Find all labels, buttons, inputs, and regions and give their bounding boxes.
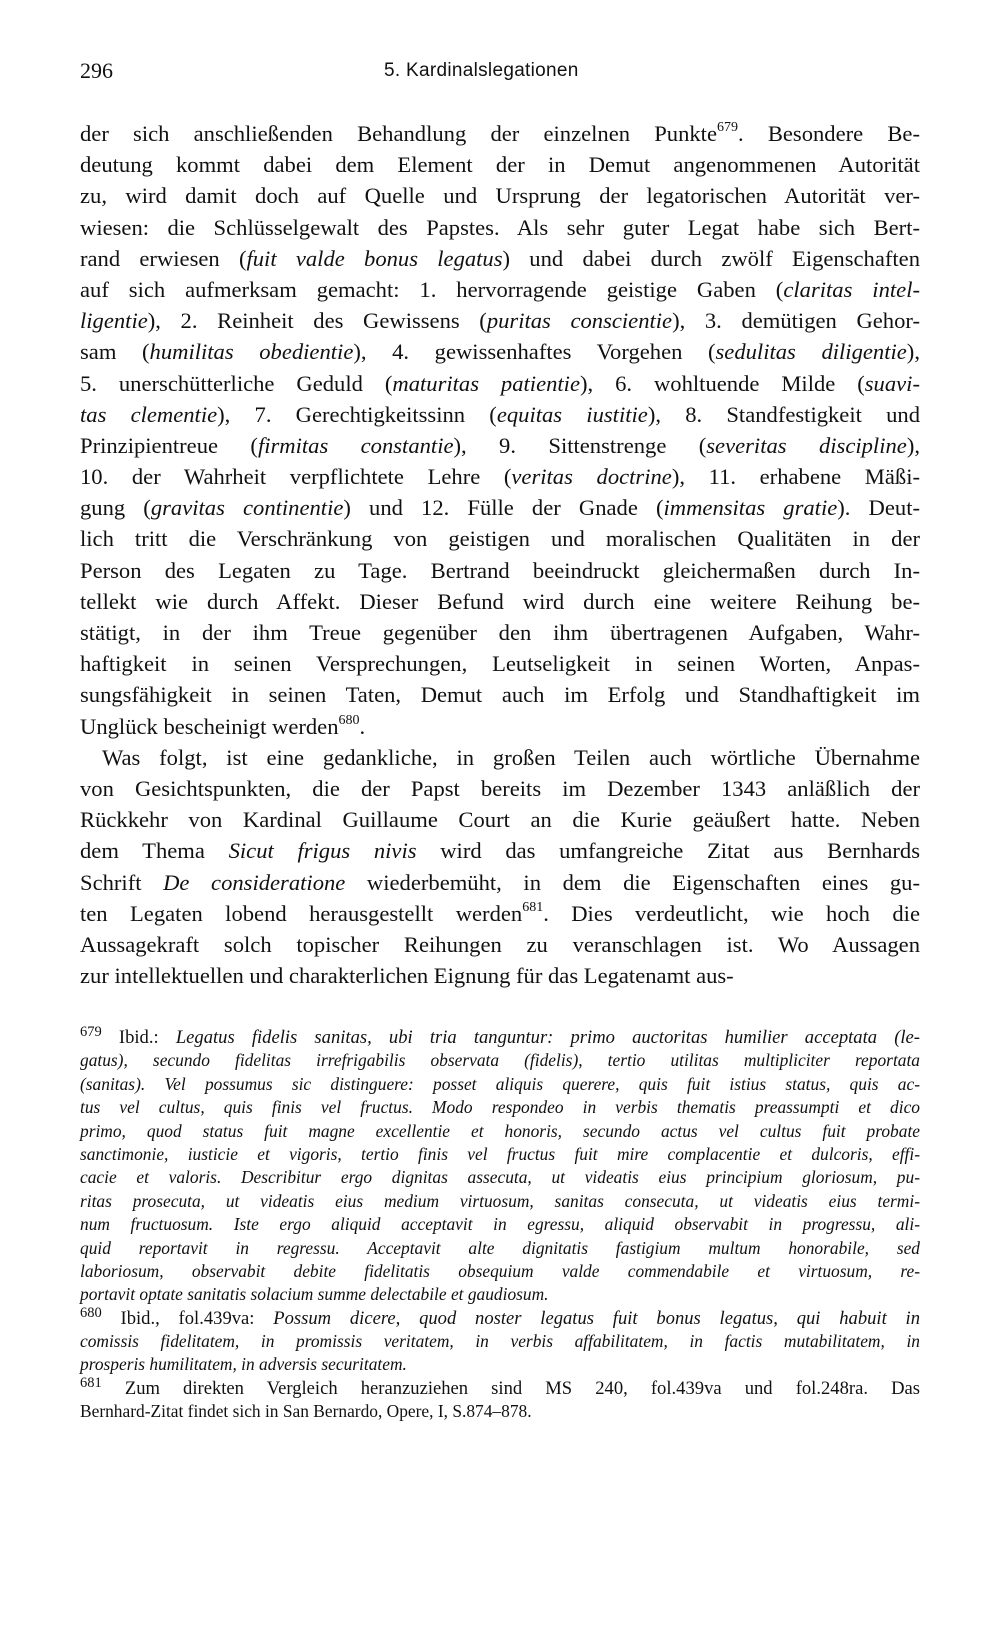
italic-text: sanctimonie, iusticie et vigoris, tertio finis vel fructus fuit mire complacentie et dulcoris, effi-	[80, 1143, 920, 1164]
italic-text: suavi-	[864, 370, 920, 396]
footnote-line	[80, 1283, 920, 1306]
italic-text: primo, quod status fuit magne excellentie et honoris, secundo actus vel cultus fuit probate	[80, 1120, 920, 1141]
italic-text: puritas conscientie	[486, 308, 673, 334]
body-line	[80, 679, 920, 710]
text-run: lich tritt die Verschränkung von geistigen und moralischen Qualitäten in der	[80, 526, 920, 552]
text-run: haftigkeit in seinen Versprechungen, Leutseligkeit in seinen Worten, Anpas-	[80, 651, 920, 677]
italic-text: sedulitas diligentie	[715, 339, 907, 365]
italic-text: gravitas continentie	[150, 495, 344, 521]
body-line	[80, 399, 920, 430]
body-line	[80, 305, 920, 336]
footnote-line	[80, 1237, 920, 1260]
text-run: ten Legaten lobend herausgestellt werden	[80, 900, 523, 926]
footnote-line	[80, 1304, 920, 1330]
italic-text: ligentie	[80, 308, 148, 334]
text-run: ), 9. Sittenstrenge (	[453, 432, 707, 458]
body-line	[80, 586, 920, 617]
footnote-number: 680	[80, 1304, 102, 1321]
italic-text: severitas discipline	[706, 432, 907, 458]
italic-text: humilitas obedientie	[149, 339, 354, 365]
footnote-line	[80, 1374, 920, 1400]
body-line	[80, 243, 920, 274]
text-run: ), 4. gewissenhaftes Vorgehen (	[353, 339, 716, 365]
text-run: rand erwiesen (	[80, 245, 247, 271]
italic-text: cacie et valoris. Describitur ergo dignitas assecuta, ut videatis eius principium gloriosum, pu-	[80, 1167, 920, 1188]
footnote-line	[80, 1096, 920, 1119]
text-run: Ibid.:	[101, 1027, 176, 1048]
footnote-reference: 681	[522, 899, 544, 915]
body-line	[80, 835, 920, 866]
body-line	[80, 274, 920, 305]
footnote-line	[80, 1049, 920, 1072]
text-run: ), 8. Standfestigkeit und	[647, 401, 920, 427]
footnote-line	[80, 1353, 920, 1376]
text-run: ), 3. demütigen Gehor-	[672, 308, 920, 334]
body-line	[80, 742, 920, 773]
running-head	[80, 58, 920, 88]
text-run: zur intellektuellen und charakterlichen Eignung für das Legatenamt aus-	[80, 963, 734, 989]
text-run: Schrift	[80, 869, 164, 895]
text-run: Ibid., fol.439va:	[101, 1307, 274, 1329]
footnote-line	[80, 1213, 920, 1236]
italic-text: ritas prosecuta, ut videatis eius medium virtuosum, sanitas consecuta, ut videatis eius termi-	[80, 1190, 920, 1211]
italic-text: Legatus fidelis sanitas, ubi tria tanguntur: primo auctoritas humilier acceptata (le-	[175, 1027, 920, 1048]
body-line	[80, 555, 920, 586]
chapter-title: 5. Kardinalslegationen	[384, 60, 579, 81]
italic-text: laboriosum, observabit debite fidelitatis obsequium valde commendabile et virtuosum, re-	[80, 1260, 920, 1281]
italic-text: quid reportavit in regressu. Acceptavit alte dignitatis fastigium multum honorabile, sed	[80, 1237, 920, 1258]
body-line	[80, 523, 920, 554]
body-line	[80, 617, 920, 648]
text-run: stätigt, in der ihm Treue gegenüber den ihm übertragenen Aufgaben, Wahr-	[80, 620, 920, 645]
italic-text: comissis fidelitatem, in promissis veritatem, in verbis affabilitatem, in factis mutabilitatem, in	[80, 1331, 920, 1352]
footnote-reference: 679	[716, 120, 738, 136]
footnote-line	[80, 1166, 920, 1189]
body-line	[80, 898, 920, 929]
text-run: ) und 12. Fülle der Gnade (	[343, 495, 664, 521]
text-run: 5. unerschütterliche Geduld (	[80, 370, 393, 396]
italic-text: equitas iustitie	[496, 401, 648, 427]
italic-text: Sicut frigus nivis	[228, 838, 417, 864]
italic-text: immensitas gratie	[663, 495, 838, 521]
italic-text: (sanitas). Vel possumus sic distinguere: posset aliquis querere, quis fuit istius status, quis ac-	[80, 1073, 920, 1094]
text-run: tellekt wie durch Affekt. Dieser Befund wird durch eine weitere Reihung be-	[80, 588, 920, 614]
footnote-line	[80, 1143, 920, 1166]
footnote-line	[80, 1330, 920, 1353]
text-run: . Besondere Be-	[737, 121, 920, 146]
text-run: Bernhard-Zitat findet sich in San Bernardo, Opere, I, S.874–878.	[80, 1401, 532, 1422]
text-run: Person des Legaten zu Tage. Bertrand beeindruckt gleichermaßen durch In-	[80, 557, 920, 583]
body-line	[80, 492, 920, 523]
body-line	[80, 867, 920, 898]
body-line	[80, 368, 920, 399]
text-run: Was folgt, ist eine gedankliche, in großen Teilen auch wörtliche Übernahme	[102, 744, 920, 770]
body-line	[80, 180, 920, 211]
text-run: ), 6. wohltuende Milde (	[580, 370, 865, 396]
body-line	[80, 648, 920, 679]
text-run: Aussagekraft solch topischer Reihungen zu veranschlagen ist. Wo Aussagen	[80, 931, 920, 957]
italic-text: Possum dicere, quod noster legatus fuit bonus legatus, qui habuit in	[273, 1307, 920, 1329]
text-run: . Dies verdeutlicht, wie hoch die	[543, 900, 920, 926]
text-run: von Gesichtspunkten, die der Papst bereits im Dezember 1343 anläßlich der	[80, 775, 920, 801]
body-line	[80, 960, 920, 991]
text-run: zu, wird damit doch auf Quelle und Ursprung der legatorischen Autorität ver-	[80, 183, 920, 209]
italic-text: De consideratione	[163, 869, 346, 895]
text-run: ), 7. Gerechtigkeitssinn (	[217, 401, 497, 427]
text-run: gung (	[80, 495, 151, 521]
footnote-line	[80, 1260, 920, 1283]
text-run: ), 11. erhabene Mäßi-	[671, 464, 921, 490]
text-run: auf sich aufmerksam gemacht: 1. hervorragende geistige Gaben (	[80, 276, 784, 302]
text-run: .	[359, 713, 366, 739]
body-line	[80, 336, 920, 367]
italic-text: claritas intel-	[783, 276, 920, 302]
body-line	[80, 461, 920, 492]
italic-text: maturitas patientie	[392, 370, 580, 396]
footnote-line	[80, 1073, 920, 1096]
text-run: sam (	[80, 339, 150, 365]
text-run: wiesen: die Schlüsselgewalt des Papstes. Als sehr guter Legat habe sich Bert-	[80, 214, 920, 240]
text-run: Zum direkten Vergleich heranzuziehen sind MS 240, fol.439va und fol.248ra. Das	[101, 1377, 920, 1399]
text-run: 10. der Wahrheit verpflichtete Lehre (	[80, 464, 512, 490]
text-run: der sich anschließenden Behandlung der einzelnen Punkte	[80, 121, 717, 146]
italic-text: fuit valde bonus legatus	[246, 245, 503, 271]
italic-text: prosperis humilitatem, in adversis securitatem.	[80, 1354, 407, 1375]
italic-text: portavit optate sanitatis solacium summe delectabile et gaudiosum.	[80, 1284, 549, 1305]
body-text	[80, 118, 920, 991]
italic-text: gatus), secundo fidelitas irrefrigabilis observata (fidelis), tertio utilitas multipliciter reportata	[80, 1050, 920, 1071]
body-line	[80, 773, 920, 804]
body-line	[80, 149, 920, 180]
italic-text: firmitas constantie	[257, 432, 454, 458]
footnote-reference: 680	[338, 712, 360, 728]
italic-text: tas clementie	[80, 401, 218, 427]
footnote-number: 681	[80, 1374, 102, 1391]
text-run: dem Thema	[80, 838, 229, 864]
footnote-line	[80, 1023, 920, 1049]
text-run: ). Deut-	[837, 495, 920, 521]
italic-text: tus vel cultus, quis finis vel fructus. Modo respondeo in verbis thematis preassumpti et dico	[80, 1097, 920, 1118]
footnote-line	[80, 1190, 920, 1213]
body-line	[80, 118, 920, 149]
body-line	[80, 929, 920, 960]
footnote-line	[80, 1120, 920, 1143]
footnotes	[80, 1023, 920, 1424]
text-run: Unglück bescheinigt werden	[80, 713, 339, 739]
text-run: Rückkehr von Kardinal Guillaume Court an die Kurie geäußert hatte. Neben	[80, 807, 920, 833]
page-number: 296	[80, 58, 113, 83]
body-line	[80, 804, 920, 835]
footnote-number: 679	[80, 1023, 102, 1040]
text-run: deutung kommt dabei dem Element der in Demut angenommenen Autorität	[80, 152, 920, 178]
footnote-line	[80, 1400, 920, 1423]
text-run: wird das umfangreiche Zitat aus Bernhards	[416, 838, 920, 864]
italic-text: num fructuosum. Iste ergo aliquid acceptavit in egressu, aliquid observabit in progressu, ali-	[80, 1214, 920, 1235]
body-line	[80, 212, 920, 243]
text-run: ),	[906, 339, 920, 365]
body-line	[80, 430, 920, 461]
body-line	[80, 711, 920, 742]
text-run: ), 2. Reinheit des Gewissens (	[147, 308, 487, 334]
text-run: wiederbemüht, in dem die Eigenschaften eines gu-	[345, 869, 920, 895]
text-run: ),	[906, 432, 920, 458]
text-run: Prinzipientreue (	[80, 432, 258, 458]
text-run: sungsfähigkeit in seinen Taten, Demut auch im Erfolg und Standhaftigkeit im	[80, 682, 920, 708]
text-run: ) und dabei durch zwölf Eigenschaften	[502, 245, 920, 271]
italic-text: veritas doctrine	[511, 464, 672, 490]
